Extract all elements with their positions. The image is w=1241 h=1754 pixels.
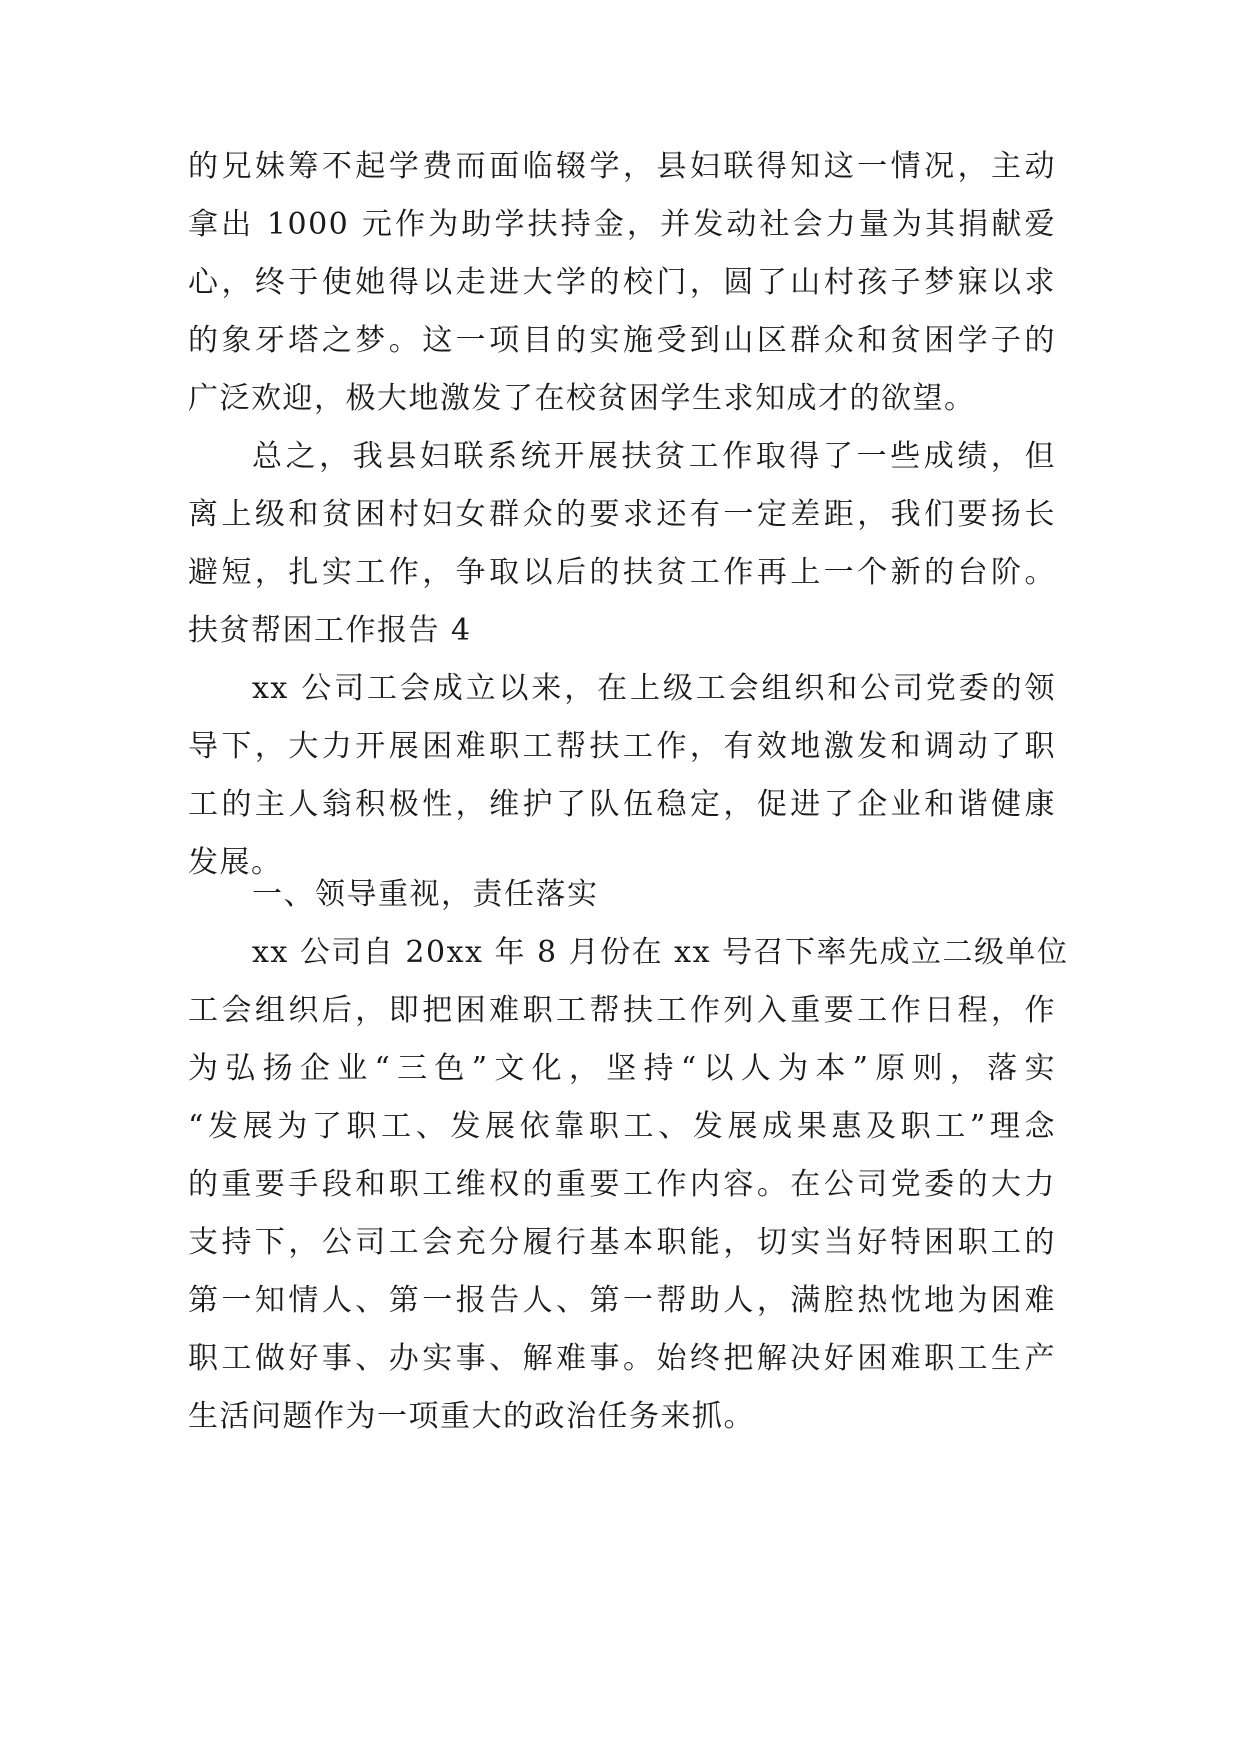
- section-heading: [188, 866, 1056, 924]
- paragraph-3: [188, 660, 1056, 892]
- paragraph-2: [188, 428, 1056, 602]
- text-line: 发展。: [188, 845, 283, 880]
- text-line: 工会组织后，即把困难职工帮扶工作列入重要工作日程，作: [188, 993, 1056, 1028]
- text-line: 心，终于使她得以走进大学的校门，圆了山村孩子梦寐以求: [188, 265, 1056, 300]
- text-line: 的兄妹筹不起学费而面临辍学，县妇联得知这一情况，主动: [188, 149, 1056, 184]
- text-line: 的重要手段和职工维权的重要工作内容。在公司党委的大力: [188, 1167, 1056, 1202]
- text-line: 导下，大力开展困难职工帮扶工作，有效地激发和调动了职: [188, 729, 1056, 764]
- text-line: 为弘扬企业“三色”文化，坚持“以人为本”原则，落实: [188, 1051, 1056, 1086]
- text-line: 避短，扎实工作，争取以后的扶贫工作再上一个新的台阶。: [188, 555, 1056, 590]
- text-line: 离上级和贫困村妇女群众的要求还有一定差距，我们要扬长: [188, 497, 1056, 532]
- text-line: xx 公司工会成立以来，在上级工会组织和公司党委的领: [252, 671, 1056, 706]
- text-line: “发展为了职工、发展依靠职工、发展成果惠及职工”理念: [188, 1109, 1056, 1144]
- text-line: xx 公司自 20xx 年 8 月份在 xx 号召下率先成立二级单位: [252, 935, 1069, 970]
- text-line: 生活问题作为一项重大的政治任务来抓。: [188, 1399, 755, 1434]
- section-heading-text: 一、领导重视，责任落实: [252, 877, 599, 912]
- text-line: 的象牙塔之梦。这一项目的实施受到山区群众和贫困学子的: [188, 323, 1056, 358]
- text-line: 工的主人翁积极性，维护了队伍稳定，促进了企业和谐健康: [188, 787, 1056, 822]
- text-line: 拿出 1000 元作为助学扶持金，并发动社会力量为其捐献爱: [188, 207, 1056, 242]
- text-line: 支持下，公司工会充分履行基本职能，切实当好特困职工的: [188, 1225, 1056, 1260]
- paragraph-4: [188, 924, 1069, 1446]
- report-title: [188, 602, 1056, 660]
- text-line: 第一知情人、第一报告人、第一帮助人，满腔热忱地为困难: [188, 1283, 1056, 1318]
- report-title-text: 扶贫帮困工作报告 4: [188, 613, 472, 648]
- text-line: 总之，我县妇联系统开展扶贫工作取得了一些成绩，但: [252, 439, 1056, 474]
- text-line: 广泛欢迎，极大地激发了在校贫困学生求知成才的欲望。: [188, 381, 976, 416]
- paragraph-1: [188, 138, 1056, 428]
- text-line: 职工做好事、办实事、解难事。始终把解决好困难职工生产: [188, 1341, 1056, 1376]
